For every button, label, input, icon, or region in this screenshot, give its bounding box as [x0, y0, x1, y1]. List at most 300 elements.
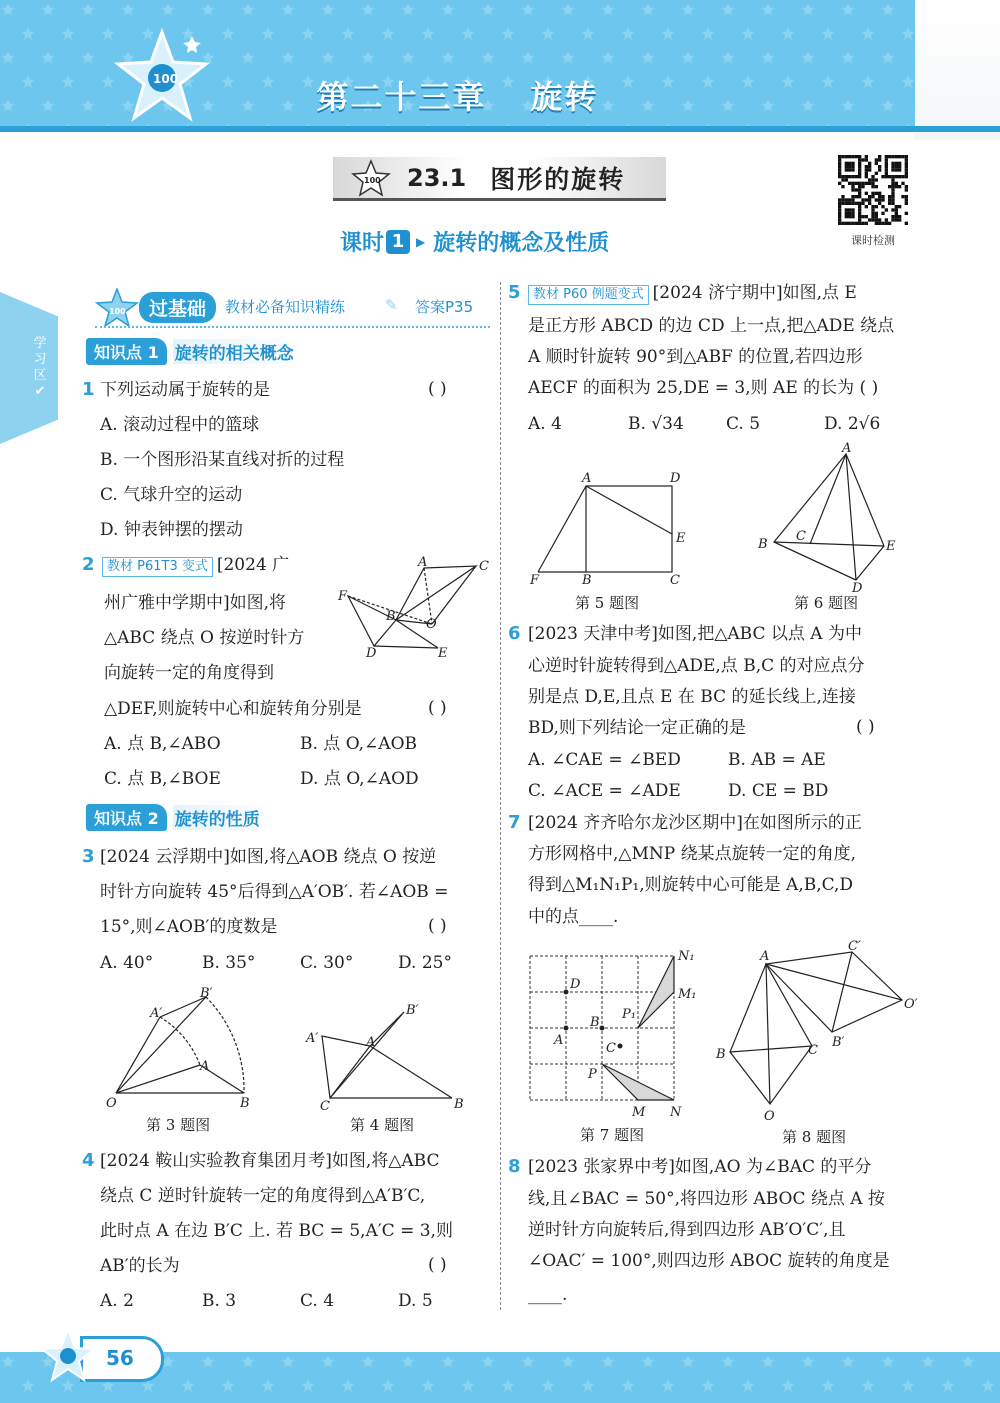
qr-module [895, 218, 898, 221]
lesson-title [340, 226, 609, 257]
qr-module [868, 165, 871, 168]
pattern-star [361, 51, 374, 64]
option-c[interactable]: C. ∠ACE = ∠ADE [528, 781, 681, 801]
side-tab-label: 学习区 ✔ [33, 336, 47, 399]
qr-module [898, 215, 901, 218]
qr-module [861, 198, 864, 201]
pattern-star [81, 51, 94, 64]
qr-module [855, 175, 858, 178]
qr-module [861, 182, 864, 185]
qr-module [851, 212, 854, 215]
pattern-star [661, 1379, 674, 1392]
qr-module [891, 182, 894, 185]
option-a[interactable]: A. ∠CAE = ∠BED [528, 750, 681, 770]
answer-reference[interactable]: 答案P35 [415, 298, 474, 316]
question-number: 8 [508, 1156, 521, 1177]
pattern-star [401, 1355, 414, 1368]
question-number: 3 [82, 846, 95, 867]
knowledge-point-tag: 知识点 2 [86, 804, 167, 831]
option-d[interactable]: D. CE = BD [728, 781, 829, 801]
qr-module [861, 185, 864, 188]
pattern-star [221, 1379, 234, 1392]
pattern-star [301, 27, 314, 40]
qr-module [895, 205, 898, 208]
basics-title: 过基础 [139, 292, 216, 323]
qr-module [845, 208, 848, 211]
qr-module [885, 218, 888, 221]
qr-module [881, 205, 884, 208]
knowledge-point-tag: 知识点 1 [86, 338, 167, 365]
option-a[interactable]: A. 2 [100, 1291, 134, 1311]
svg-text:A: A [582, 471, 592, 486]
qr-module [898, 168, 901, 171]
qr-module [865, 198, 868, 201]
pattern-star [341, 1379, 354, 1392]
pattern-star [241, 1355, 254, 1368]
qr-module [868, 178, 871, 181]
qr-module [851, 185, 854, 188]
pattern-star [681, 51, 694, 64]
qr-module [891, 165, 894, 168]
pattern-star [961, 1355, 974, 1368]
qr-module [851, 202, 854, 205]
question-6-line: [2023 天津中考]如图,把△ABC 以点 A 为中 [528, 624, 862, 644]
qr-module [861, 158, 864, 161]
qr-module [885, 162, 888, 165]
pattern-star [681, 3, 694, 16]
figure-question-3 [104, 985, 264, 1113]
qr-module [868, 182, 871, 185]
knowledge-point-2 [86, 804, 272, 830]
qr-module [881, 212, 884, 215]
question-6-line: BD,则下列结论一定正确的是 [528, 718, 746, 738]
option-a[interactable]: A. 4 [528, 414, 562, 434]
qr-module [895, 185, 898, 188]
qr-module [895, 162, 898, 165]
qr-module [891, 215, 894, 218]
qr-module [838, 202, 841, 205]
pattern-star [601, 3, 614, 16]
qr-module [851, 162, 854, 165]
pattern-star [481, 51, 494, 64]
check-icon: ✔ [34, 384, 46, 399]
pattern-star [361, 3, 374, 16]
qr-module [891, 155, 894, 158]
pattern-star [561, 51, 574, 64]
pattern-star [721, 3, 734, 16]
qr-module [901, 182, 904, 185]
question-2-line: △DEF,则旋转中心和旋转角分别是 [104, 699, 362, 719]
qr-module [838, 218, 841, 221]
knowledge-point-name: 旋转的相关概念 [173, 339, 306, 364]
option-c[interactable]: C. 气球升空的运动 [100, 485, 243, 505]
qr-module [848, 165, 851, 168]
figure-question-2 [334, 554, 494, 664]
qr-module [841, 175, 844, 178]
pattern-star [341, 27, 354, 40]
option-d[interactable]: D. 钟表钟摆的摆动 [100, 520, 243, 540]
qr-module [845, 175, 848, 178]
svg-text:B: B [240, 1096, 250, 1111]
figure-question-6 [752, 442, 908, 592]
pattern-star [581, 27, 594, 40]
qr-module [838, 198, 841, 201]
question-4-line: 绕点 C 逆时针旋转一定的角度得到△A′B′C, [100, 1186, 426, 1206]
qr-module [895, 212, 898, 215]
qr-module [841, 202, 844, 205]
option-c[interactable]: C. 4 [300, 1291, 335, 1311]
question-4-line: 此时点 A 在边 B′C 上. 若 BC = 5,A′C = 3,则 [100, 1221, 453, 1241]
option-b[interactable]: B. 一个图形沿某直线对折的过程 [100, 450, 345, 470]
pattern-star [281, 51, 294, 64]
qr-module [838, 175, 841, 178]
star-mascot-icon [40, 1328, 96, 1384]
qr-module [898, 185, 901, 188]
qr-module [841, 155, 844, 158]
pattern-star [321, 51, 334, 64]
qr-module [888, 185, 891, 188]
qr-module [871, 182, 874, 185]
option-b[interactable]: B. 35° [202, 953, 256, 973]
qr-module [891, 218, 894, 221]
question-5-line: 教材 P60 例题变式 [2024 济宁期中]如图,点 E [528, 282, 857, 305]
qr-module [861, 215, 864, 218]
qr-module [888, 155, 891, 158]
qr-module [858, 202, 861, 205]
qr-module [885, 172, 888, 175]
qr-module [875, 192, 878, 195]
qr-module [845, 198, 848, 201]
qr-module [845, 202, 848, 205]
qr-module [888, 202, 891, 205]
qr-module [841, 178, 844, 181]
pattern-star [721, 51, 734, 64]
qr-module [855, 188, 858, 191]
qr-module [885, 158, 888, 161]
column-divider [500, 282, 501, 1310]
svg-text:M: M [632, 1105, 646, 1120]
question-3-line: 15°,则∠AOB′的度数是 [100, 917, 278, 937]
option-a[interactable]: A. 40° [100, 953, 154, 973]
side-tab[interactable] [0, 292, 58, 444]
figure-caption: 第 4 题图 [350, 1116, 415, 1134]
question-5-line: 是正方形 ABCD 的边 CD 上一点,把△ADE 绕点 [528, 316, 895, 336]
pattern-star [481, 3, 494, 16]
option-c[interactable]: C. 点 B,∠BOE [104, 769, 221, 789]
option-d[interactable]: D. 点 O,∠AOD [300, 769, 419, 789]
pattern-star [941, 1379, 954, 1392]
qr-module [848, 198, 851, 201]
qr-module [858, 175, 861, 178]
answer-blank[interactable]: ( ) [428, 916, 447, 936]
qr-module [841, 185, 844, 188]
qr-module [865, 182, 868, 185]
pencil-icon: ✎ [385, 296, 398, 314]
pattern-star [561, 3, 574, 16]
qr-module [891, 185, 894, 188]
option-a[interactable]: A. 滚动过程中的篮球 [100, 415, 260, 435]
qr-module [901, 175, 904, 178]
qr-module [858, 212, 861, 215]
qr-module [858, 222, 861, 225]
star-mascot-icon [351, 159, 391, 199]
qr-module [891, 175, 894, 178]
qr-module [871, 178, 874, 181]
pattern-star [781, 27, 794, 40]
pattern-star [21, 27, 34, 40]
svg-text:E: E [438, 646, 448, 661]
question-number: 2 [82, 554, 95, 575]
star-mascot-icon [95, 288, 139, 328]
pattern-star [881, 1355, 894, 1368]
answer-blank[interactable]: ( ) [856, 717, 875, 737]
qr-module [871, 175, 874, 178]
knowledge-point-name: 旋转的性质 [173, 805, 272, 830]
basics-subtitle: 教材必备知识精练 [225, 298, 346, 316]
pattern-star [481, 1355, 494, 1368]
pattern-star [841, 51, 854, 64]
svg-text:B′: B′ [200, 986, 213, 1001]
qr-module [865, 168, 868, 171]
svg-text:N₁: N₁ [678, 949, 695, 964]
textbook-tag: 教材 P60 例题变式 [528, 285, 649, 305]
qr-module [858, 185, 861, 188]
qr-module [871, 208, 874, 211]
pattern-star [821, 1379, 834, 1392]
qr-module [905, 222, 908, 225]
qr-module [905, 202, 908, 205]
qr-module [838, 212, 841, 215]
qr-module [905, 158, 908, 161]
pattern-star [981, 1379, 994, 1392]
qr-module [891, 162, 894, 165]
qr-module [871, 195, 874, 198]
option-b[interactable]: B. √34 [628, 414, 684, 434]
qr-module [875, 158, 878, 161]
pattern-star [761, 1355, 774, 1368]
qr-module [851, 155, 854, 158]
qr-module [905, 195, 908, 198]
qr-module [895, 155, 898, 158]
qr-module [855, 202, 858, 205]
qr-module [838, 162, 841, 165]
answer-blank[interactable]: ( ) [428, 698, 447, 718]
svg-text:A: A [842, 442, 852, 456]
svg-text:D: D [570, 977, 581, 992]
qr-module [858, 158, 861, 161]
pattern-star [21, 1379, 34, 1392]
qr-module [878, 195, 881, 198]
qr-module [868, 168, 871, 171]
qr-code[interactable] [838, 155, 908, 225]
qr-module [871, 192, 874, 195]
qr-module [851, 165, 854, 168]
svg-text:A: A [200, 1059, 210, 1074]
pattern-star [301, 1379, 314, 1392]
qr-module [851, 198, 854, 201]
question-7-line: [2024 齐齐哈尔龙沙区期中]在如图所示的正 [528, 813, 862, 833]
pattern-star [501, 1379, 514, 1392]
option-a[interactable]: A. 点 B,∠ABO [104, 734, 221, 754]
option-b[interactable]: B. AB = AE [728, 750, 826, 770]
qr-module [885, 175, 888, 178]
pattern-star [441, 51, 454, 64]
pattern-star [841, 1355, 854, 1368]
pattern-star [381, 27, 394, 40]
pattern-star [701, 1379, 714, 1392]
qr-module [851, 182, 854, 185]
pattern-star [401, 3, 414, 16]
qr-module [891, 168, 894, 171]
qr-module [845, 162, 848, 165]
qr-module [898, 205, 901, 208]
qr-module [871, 185, 874, 188]
qr-module [898, 165, 901, 168]
qr-module [865, 192, 868, 195]
qr-module [851, 168, 854, 171]
qr-module [875, 185, 878, 188]
answer-blank[interactable]: ( ) [428, 1255, 447, 1275]
question-2-line: △ABC 绕点 O 按逆时针方 [104, 628, 305, 648]
svg-text:D: D [852, 581, 863, 592]
qr-module [881, 222, 884, 225]
pattern-star [821, 27, 834, 40]
question-2-line: 教材 P61T3 变式 [2024 广 [102, 554, 289, 577]
question-number: 7 [508, 812, 521, 833]
chapter-topic: 旋转 [530, 78, 599, 116]
qr-module [895, 215, 898, 218]
play-arrow-icon: ▶ [416, 234, 426, 249]
qr-module [865, 222, 868, 225]
page-number: 56 [106, 1346, 134, 1370]
svg-text:C: C [808, 1043, 818, 1058]
qr-module [855, 155, 858, 158]
qr-module [845, 178, 848, 181]
question-5-line: AECF 的面积为 25,DE = 3,则 AE 的长为 ( ) [528, 378, 879, 398]
qr-module [841, 222, 844, 225]
qr-module [851, 188, 854, 191]
qr-module [855, 222, 858, 225]
qr-module [858, 162, 861, 165]
question-8-line: ∠OAC′ = 100°,则四边形 ABOC 旋转的角度是 [528, 1251, 890, 1271]
svg-text:O: O [106, 1096, 117, 1111]
question-4-line: [2024 鞍山实验教育集团月考]如图,将△ABC [100, 1151, 440, 1171]
star-mascot-icon [112, 28, 212, 133]
option-d[interactable]: D. 25° [398, 953, 452, 973]
qr-caption: 课时检测 [851, 234, 895, 247]
qr-module [895, 168, 898, 171]
qr-module [905, 162, 908, 165]
qr-module [885, 208, 888, 211]
question-8-line: 逆时针方向旋转后,得到四边形 AB′O′C′,且 [528, 1220, 846, 1240]
qr-module [878, 158, 881, 161]
pattern-star [361, 1355, 374, 1368]
pattern-star [461, 1379, 474, 1392]
qr-module [838, 158, 841, 161]
option-d[interactable]: D. 5 [398, 1291, 433, 1311]
qr-module [878, 192, 881, 195]
pattern-star [681, 1355, 694, 1368]
qr-module [865, 158, 868, 161]
qr-module [871, 218, 874, 221]
qr-module [888, 198, 891, 201]
qr-module [885, 168, 888, 171]
pattern-star [41, 3, 54, 16]
question-3-line: 时针方向旋转 45°后得到△A′OB′. 若∠AOB = [100, 882, 449, 902]
svg-text:P: P [588, 1067, 597, 1082]
option-b[interactable]: B. 点 O,∠AOB [300, 734, 417, 754]
qr-module [871, 215, 874, 218]
question-7-line: 方形网格中,△MNP 绕某点旋转一定的角度, [528, 844, 857, 864]
qr-module [898, 155, 901, 158]
option-b[interactable]: B. 3 [202, 1291, 237, 1311]
svg-text:100: 100 [153, 72, 179, 86]
pattern-star [321, 3, 334, 16]
svg-text:P₁: P₁ [622, 1007, 636, 1022]
pattern-star [201, 3, 214, 16]
svg-text:F: F [530, 573, 540, 588]
qr-module [851, 222, 854, 225]
option-c[interactable]: C. 5 [726, 414, 761, 434]
qr-module [891, 188, 894, 191]
qr-module [838, 222, 841, 225]
svg-text:O′: O′ [904, 997, 918, 1012]
option-c[interactable]: C. 30° [300, 953, 354, 973]
question-7-line: 得到△M₁N₁P₁,则旋转中心可能是 A,B,C,D [528, 875, 854, 895]
figure-caption: 第 6 题图 [794, 594, 859, 612]
pattern-star [421, 27, 434, 40]
qr-module [868, 198, 871, 201]
svg-text:C: C [320, 1099, 330, 1114]
qr-module [878, 202, 881, 205]
qr-module [875, 162, 878, 165]
qr-module [871, 212, 874, 215]
pattern-star [441, 1355, 454, 1368]
option-d[interactable]: D. 2√6 [824, 414, 881, 434]
svg-text:B′: B′ [832, 1035, 845, 1050]
pattern-star [81, 3, 94, 16]
chapter-number: 第二十三章 [316, 78, 487, 116]
qr-module [885, 222, 888, 225]
qr-module [848, 168, 851, 171]
pattern-star [201, 1355, 214, 1368]
basics-header [95, 288, 490, 328]
pattern-star [801, 51, 814, 64]
pattern-star [41, 51, 54, 64]
svg-text:A′: A′ [150, 1006, 163, 1021]
qr-module [848, 222, 851, 225]
pattern-star [241, 3, 254, 16]
pattern-star [641, 1355, 654, 1368]
qr-module [848, 182, 851, 185]
qr-module [858, 218, 861, 221]
svg-text:M₁: M₁ [678, 987, 697, 1002]
qr-module [848, 155, 851, 158]
qr-module [881, 198, 884, 201]
answer-blank[interactable]: ( ) [428, 379, 447, 399]
question-3-line: [2024 云浮期中]如图,将△AOB 绕点 O 按逆 [100, 847, 437, 867]
section-title [333, 157, 666, 201]
banner-right-strip [915, 126, 1000, 132]
pattern-star [901, 27, 914, 40]
pattern-star [1, 1355, 14, 1368]
qr-module [841, 195, 844, 198]
qr-module [878, 165, 881, 168]
pattern-star [381, 1379, 394, 1392]
qr-module [905, 168, 908, 171]
qr-module [858, 192, 861, 195]
qr-module [838, 182, 841, 185]
